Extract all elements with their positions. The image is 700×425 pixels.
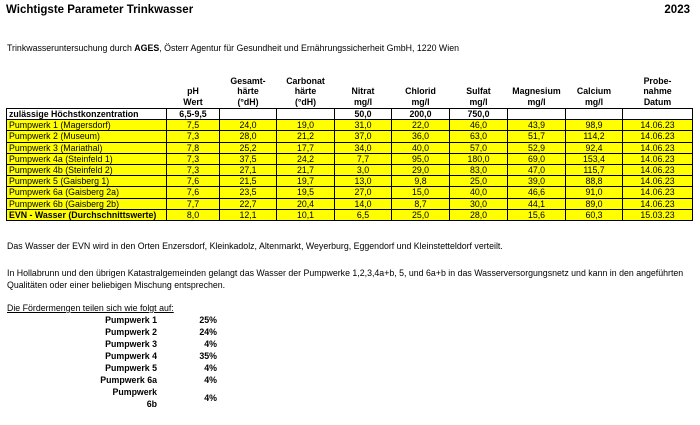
foerdermengen-table xyxy=(100,314,217,410)
cell-ph: 7,8 xyxy=(167,142,220,153)
subtitle-prefix: Trinkwasseruntersuchung durch xyxy=(7,43,135,53)
cell-nitrat: 7,7 xyxy=(335,153,392,164)
pumpwerk-share: 4% xyxy=(204,375,217,385)
cell-ph: 7,7 xyxy=(167,198,220,209)
table-row xyxy=(7,164,693,175)
pumpwerk-name: Pumpwerk 1 xyxy=(105,315,157,325)
cell-chlorid: 95,0 xyxy=(392,153,450,164)
row-label: Pumpwerk 4a (Steinfeld 1) xyxy=(7,153,167,164)
cell-gesamt: 12,1 xyxy=(220,209,277,220)
cell-calcium: 114,2 xyxy=(566,131,623,142)
cell-nitrat: 14,0 xyxy=(335,198,392,209)
cell-chlorid: 8,7 xyxy=(392,198,450,209)
column-header-chlorid: Chlorid mg/l xyxy=(405,86,436,107)
subtitle xyxy=(7,43,459,53)
subtitle-suffix: , Österr Agentur für Gesundheit und Ernährungssicherheit GmbH, 1220 Wien xyxy=(159,43,459,53)
cell-nitrat: 3,0 xyxy=(335,164,392,175)
cell-sulfat: 750,0 xyxy=(450,109,508,120)
row-label: Pumpwerk 1 (Magersdorf) xyxy=(7,120,167,131)
cell-nitrat: 27,0 xyxy=(335,187,392,198)
column-header-magnesium: Magnesium mg/l xyxy=(512,86,561,107)
cell-magnesium: 51,7 xyxy=(508,131,566,142)
cell-gesamt: 28,0 xyxy=(220,131,277,142)
cell-calcium: 153,4 xyxy=(566,153,623,164)
column-header-ph: pH Wert xyxy=(183,86,203,107)
cell-datum: 14.06.23 xyxy=(623,176,693,187)
cell-sulfat: 25,0 xyxy=(450,176,508,187)
evn-distribution-note: Das Wasser der EVN wird in den Orten Enzersdorf, Kleinkadolz, Altenmarkt, Weyerburg, Eggendorf und Kleinstetteldorf verteilt. xyxy=(7,241,503,251)
pumpwerk-share: 25% xyxy=(199,315,217,325)
pumpwerk-name: Pumpwerk 4 xyxy=(105,351,157,361)
foerder-row xyxy=(100,386,217,410)
cell-magnesium xyxy=(508,109,566,120)
cell-sulfat: 28,0 xyxy=(450,209,508,220)
cell-carbonat: 10,1 xyxy=(277,209,335,220)
table-body xyxy=(7,109,693,221)
row-label: Pumpwerk 2 (Museum) xyxy=(7,131,167,142)
foerder-row xyxy=(100,338,217,350)
cell-gesamt: 23,5 xyxy=(220,187,277,198)
pumpwerk-name: Pumpwerk 6b xyxy=(112,387,157,409)
cell-ph: 7,6 xyxy=(167,176,220,187)
cell-carbonat: 19,0 xyxy=(277,120,335,131)
cell-ph: 7,5 xyxy=(167,120,220,131)
subtitle-agency: AGES xyxy=(134,43,160,53)
cell-gesamt: 21,5 xyxy=(220,176,277,187)
cell-ph: 8,0 xyxy=(167,209,220,220)
pumpwerk-share: 35% xyxy=(199,351,217,361)
cell-carbonat xyxy=(277,109,335,120)
cell-carbonat: 21,7 xyxy=(277,164,335,175)
cell-carbonat: 19,5 xyxy=(277,187,335,198)
cell-chlorid: 29,0 xyxy=(392,164,450,175)
cell-sulfat: 40,0 xyxy=(450,187,508,198)
foerder-row xyxy=(100,350,217,362)
cell-magnesium: 44,1 xyxy=(508,198,566,209)
cell-sulfat: 57,0 xyxy=(450,142,508,153)
cell-magnesium: 15,6 xyxy=(508,209,566,220)
hollabrunn-supply-note: In Hollabrunn und den übrigen Katastralgemeinden gelangt das Wasser der Pumpwerke 1,2,3,4a+b, 5, und 6a+b in das Wasserversorgungsnetz und kann in den angeführten Qualitäten oder einer beliebigen Mischung entsprechen. xyxy=(7,268,684,290)
cell-datum xyxy=(623,109,693,120)
cell-chlorid: 25,0 xyxy=(392,209,450,220)
row-label: Pumpwerk 6b (Gaisberg 2b) xyxy=(7,198,167,209)
cell-datum: 14.06.23 xyxy=(623,198,693,209)
cell-calcium: 91,0 xyxy=(566,187,623,198)
cell-carbonat: 19,7 xyxy=(277,176,335,187)
cell-calcium: 88,8 xyxy=(566,176,623,187)
pumpwerk-share: 4% xyxy=(204,339,217,349)
table-row xyxy=(7,142,693,153)
cell-gesamt: 22,7 xyxy=(220,198,277,209)
cell-ph: 7,3 xyxy=(167,164,220,175)
cell-magnesium: 69,0 xyxy=(508,153,566,164)
table-row xyxy=(7,198,693,209)
row-label: zulässige Höchstkonzentration xyxy=(7,109,167,120)
cell-sulfat: 180,0 xyxy=(450,153,508,164)
cell-nitrat: 34,0 xyxy=(335,142,392,153)
cell-calcium: 89,0 xyxy=(566,198,623,209)
foerder-row xyxy=(100,362,217,374)
cell-ph: 6,5-9,5 xyxy=(167,109,220,120)
row-label: Pumpwerk 6a (Gaisberg 2a) xyxy=(7,187,167,198)
pumpwerk-name: Pumpwerk 3 xyxy=(105,339,157,349)
cell-magnesium: 43,9 xyxy=(508,120,566,131)
foerdermengen-heading: Die Fördermengen teilen sich wie folgt auf: xyxy=(7,303,174,313)
cell-calcium xyxy=(566,109,623,120)
cell-carbonat: 24,2 xyxy=(277,153,335,164)
cell-sulfat: 63,0 xyxy=(450,131,508,142)
evn-row xyxy=(7,209,693,220)
cell-calcium: 92,4 xyxy=(566,142,623,153)
cell-ph: 7,3 xyxy=(167,131,220,142)
cell-datum: 14.06.23 xyxy=(623,187,693,198)
column-header-carbonat: Carbonat härte (°dH) xyxy=(286,75,325,107)
cell-nitrat: 37,0 xyxy=(335,131,392,142)
cell-gesamt: 25,2 xyxy=(220,142,277,153)
pumpwerk-share: 4% xyxy=(204,363,217,373)
row-label: EVN - Wasser (Durchschnittswerte) xyxy=(7,209,167,220)
pumpwerk-name: Pumpwerk 2 xyxy=(105,327,157,337)
cell-sulfat: 46,0 xyxy=(450,120,508,131)
cell-ph: 7,3 xyxy=(167,153,220,164)
pumpwerk-share: 4% xyxy=(204,393,217,403)
pumpwerk-name: Pumpwerk 6a xyxy=(100,375,157,385)
cell-magnesium: 52,9 xyxy=(508,142,566,153)
table-row xyxy=(7,176,693,187)
cell-magnesium: 47,0 xyxy=(508,164,566,175)
cell-carbonat: 20,4 xyxy=(277,198,335,209)
row-label: Pumpwerk 5 (Gaisberg 1) xyxy=(7,176,167,187)
cell-gesamt: 24,0 xyxy=(220,120,277,131)
column-header-sulfat: Sulfat mg/l xyxy=(466,86,491,107)
table-row xyxy=(7,131,693,142)
column-header-nitrat: Nitrat mg/l xyxy=(351,86,375,107)
cell-calcium: 115,7 xyxy=(566,164,623,175)
cell-chlorid: 15,0 xyxy=(392,187,450,198)
cell-carbonat: 21,2 xyxy=(277,131,335,142)
column-header-gesamt: Gesamt- härte (°dH) xyxy=(230,75,266,107)
table-row xyxy=(7,120,693,131)
cell-nitrat: 31,0 xyxy=(335,120,392,131)
cell-datum: 14.06.23 xyxy=(623,142,693,153)
cell-gesamt: 37,5 xyxy=(220,153,277,164)
cell-gesamt xyxy=(220,109,277,120)
cell-chlorid: 36,0 xyxy=(392,131,450,142)
cell-datum: 14.06.23 xyxy=(623,153,693,164)
cell-datum: 14.06.23 xyxy=(623,164,693,175)
table-row xyxy=(7,153,693,164)
cell-magnesium: 46,6 xyxy=(508,187,566,198)
cell-nitrat: 6,5 xyxy=(335,209,392,220)
cell-chlorid: 200,0 xyxy=(392,109,450,120)
limit-row xyxy=(7,109,693,120)
cell-carbonat: 17,7 xyxy=(277,142,335,153)
cell-calcium: 60,3 xyxy=(566,209,623,220)
cell-chlorid: 40,0 xyxy=(392,142,450,153)
cell-datum: 15.03.23 xyxy=(623,209,693,220)
cell-calcium: 98,9 xyxy=(566,120,623,131)
cell-magnesium: 39,0 xyxy=(508,176,566,187)
cell-nitrat: 13,0 xyxy=(335,176,392,187)
foerder-row xyxy=(100,326,217,338)
row-label: Pumpwerk 3 (Mariathal) xyxy=(7,142,167,153)
table-header-row xyxy=(7,67,693,109)
cell-gesamt: 27,1 xyxy=(220,164,277,175)
cell-datum: 14.06.23 xyxy=(623,131,693,142)
cell-ph: 7,6 xyxy=(167,187,220,198)
cell-chlorid: 22,0 xyxy=(392,120,450,131)
page-title: Wichtigste Parameter Trinkwasser xyxy=(6,4,194,16)
cell-sulfat: 83,0 xyxy=(450,164,508,175)
column-header-calcium: Calcium mg/l xyxy=(576,86,612,107)
column-header-name xyxy=(7,67,167,109)
cell-nitrat: 50,0 xyxy=(335,109,392,120)
table-row xyxy=(7,187,693,198)
cell-datum: 14.06.23 xyxy=(623,120,693,131)
row-label: Pumpwerk 4b (Steinfeld 2) xyxy=(7,164,167,175)
cell-sulfat: 30,0 xyxy=(450,198,508,209)
foerder-row xyxy=(100,314,217,326)
cell-chlorid: 9,8 xyxy=(392,176,450,187)
pumpwerk-share: 24% xyxy=(199,327,217,337)
parameter-table xyxy=(6,67,693,221)
year-label: 2023 xyxy=(664,4,690,16)
column-header-datum: Probe- nahme Datum xyxy=(643,75,672,107)
foerder-row xyxy=(100,374,217,386)
pumpwerk-name: Pumpwerk 5 xyxy=(105,363,157,373)
